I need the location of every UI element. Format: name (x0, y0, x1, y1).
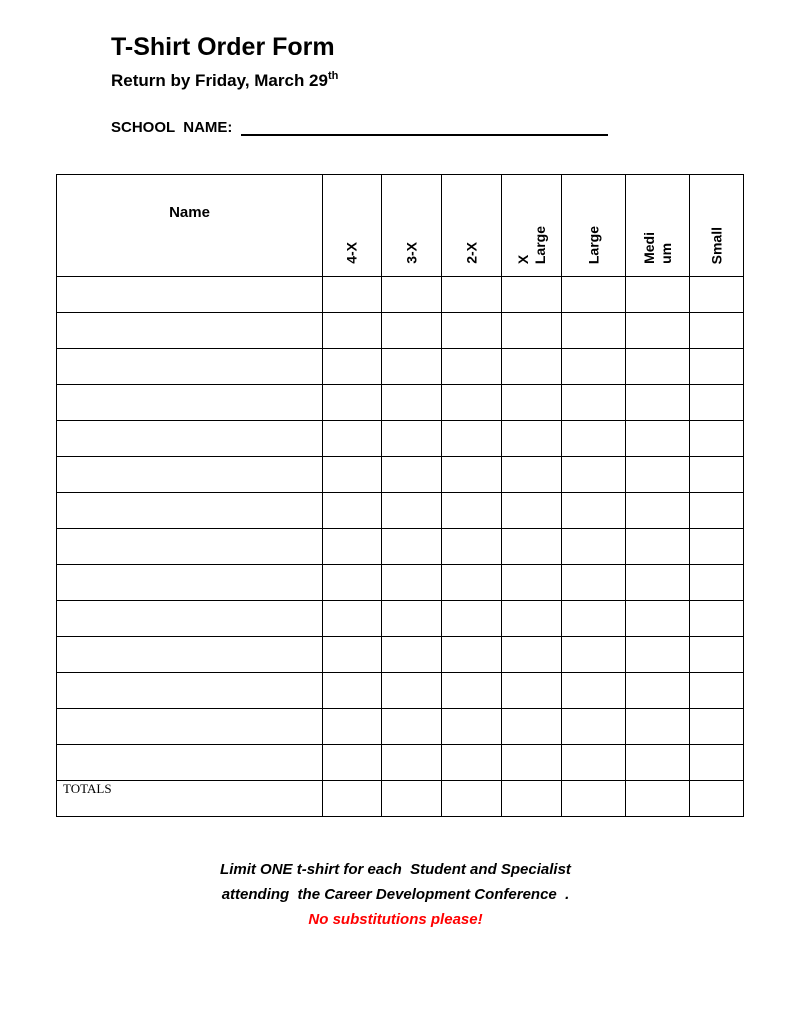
size-quantity-cell[interactable] (690, 565, 744, 601)
table-row (57, 637, 744, 673)
size-quantity-cell[interactable] (442, 745, 502, 781)
size-total-cell[interactable] (626, 781, 690, 817)
no-substitutions-warning: No substitutions please! (308, 911, 483, 928)
name-cell[interactable] (57, 457, 323, 493)
size-column-header (690, 175, 744, 277)
size-quantity-cell[interactable] (626, 385, 690, 421)
size-quantity-cell[interactable] (562, 709, 626, 745)
size-quantity-cell[interactable] (442, 601, 502, 637)
size-quantity-cell[interactable] (626, 565, 690, 601)
size-quantity-cell[interactable] (562, 565, 626, 601)
size-column-header (626, 175, 690, 277)
size-label: 2-X (463, 242, 479, 264)
table-row (57, 457, 744, 493)
size-quantity-cell[interactable] (442, 349, 502, 385)
size-quantity-cell[interactable] (502, 637, 562, 673)
size-quantity-cell[interactable] (690, 349, 744, 385)
size-quantity-cell[interactable] (562, 745, 626, 781)
order-table (56, 174, 744, 817)
name-cell[interactable] (57, 601, 323, 637)
size-quantity-cell[interactable] (442, 529, 502, 565)
size-quantity-cell[interactable] (502, 313, 562, 349)
school-name-blank-line[interactable] (241, 116, 608, 136)
table-row (57, 529, 744, 565)
name-cell[interactable] (57, 349, 323, 385)
size-label: X Large (514, 225, 548, 264)
size-quantity-cell[interactable] (502, 457, 562, 493)
size-quantity-cell[interactable] (382, 601, 442, 637)
size-quantity-cell[interactable] (562, 673, 626, 709)
size-quantity-cell[interactable] (502, 673, 562, 709)
size-quantity-cell[interactable] (502, 277, 562, 313)
size-quantity-cell[interactable] (323, 421, 382, 457)
size-quantity-cell[interactable] (562, 385, 626, 421)
table-header-row (57, 175, 744, 277)
size-quantity-cell[interactable] (562, 277, 626, 313)
name-cell[interactable] (57, 745, 323, 781)
size-quantity-cell[interactable] (323, 709, 382, 745)
size-quantity-cell[interactable] (690, 493, 744, 529)
name-cell[interactable] (57, 709, 323, 745)
date-ordinal-suffix: th (327, 70, 339, 82)
size-quantity-cell[interactable] (323, 349, 382, 385)
table-row (57, 421, 744, 457)
note-line-2: attending the Career Development Conference . (221, 886, 570, 903)
size-column-header (382, 175, 442, 277)
size-quantity-cell[interactable] (382, 637, 442, 673)
size-quantity-cell[interactable] (382, 673, 442, 709)
size-quantity-cell[interactable] (502, 709, 562, 745)
size-quantity-cell[interactable] (626, 457, 690, 493)
size-quantity-cell[interactable] (690, 529, 744, 565)
size-quantity-cell[interactable] (502, 349, 562, 385)
size-quantity-cell[interactable] (690, 673, 744, 709)
size-quantity-cell[interactable] (562, 421, 626, 457)
size-total-cell[interactable] (502, 781, 562, 817)
table-row (57, 673, 744, 709)
size-quantity-cell[interactable] (626, 493, 690, 529)
size-quantity-cell[interactable] (690, 637, 744, 673)
size-quantity-cell[interactable] (442, 637, 502, 673)
return-deadline (111, 68, 338, 94)
size-quantity-cell[interactable] (626, 277, 690, 313)
size-quantity-cell[interactable] (562, 349, 626, 385)
size-column-header (502, 175, 562, 277)
size-quantity-cell[interactable] (626, 745, 690, 781)
totals-label-cell (57, 781, 323, 817)
size-quantity-cell[interactable] (323, 565, 382, 601)
school-name-field[interactable] (111, 116, 608, 136)
size-quantity-cell[interactable] (382, 349, 442, 385)
name-cell[interactable] (57, 529, 323, 565)
table-row (57, 277, 744, 313)
size-quantity-cell[interactable] (562, 637, 626, 673)
size-quantity-cell[interactable] (626, 421, 690, 457)
order-note (0, 857, 791, 932)
note-line-1: Limit ONE t-shirt for each Student and Specialist (220, 861, 571, 878)
size-quantity-cell[interactable] (690, 277, 744, 313)
table-row (57, 709, 744, 745)
size-quantity-cell[interactable] (626, 529, 690, 565)
size-total-cell[interactable] (562, 781, 626, 817)
size-quantity-cell[interactable] (626, 673, 690, 709)
size-quantity-cell[interactable] (382, 493, 442, 529)
size-quantity-cell[interactable] (323, 529, 382, 565)
size-quantity-cell[interactable] (382, 385, 442, 421)
name-column-header: Name (57, 175, 323, 277)
size-quantity-cell[interactable] (502, 421, 562, 457)
size-quantity-cell[interactable] (690, 457, 744, 493)
size-quantity-cell[interactable] (382, 565, 442, 601)
name-cell[interactable] (57, 637, 323, 673)
size-quantity-cell[interactable] (323, 493, 382, 529)
size-quantity-cell[interactable] (690, 709, 744, 745)
size-quantity-cell[interactable] (562, 493, 626, 529)
size-quantity-cell[interactable] (323, 745, 382, 781)
size-quantity-cell[interactable] (323, 385, 382, 421)
size-quantity-cell[interactable] (442, 709, 502, 745)
table-row (57, 385, 744, 421)
size-quantity-cell[interactable] (690, 745, 744, 781)
size-quantity-cell[interactable] (690, 601, 744, 637)
size-quantity-cell[interactable] (562, 529, 626, 565)
name-cell[interactable] (57, 421, 323, 457)
size-label: 3-X (403, 242, 419, 264)
size-quantity-cell[interactable] (442, 457, 502, 493)
size-quantity-cell[interactable] (382, 709, 442, 745)
size-total-cell[interactable] (382, 781, 442, 817)
size-quantity-cell[interactable] (442, 493, 502, 529)
size-quantity-cell[interactable] (442, 421, 502, 457)
size-quantity-cell[interactable] (502, 493, 562, 529)
size-column-header (442, 175, 502, 277)
school-name-label: SCHOOL NAME: (111, 119, 233, 136)
table-row (57, 745, 744, 781)
size-quantity-cell[interactable] (382, 277, 442, 313)
size-total-cell[interactable] (690, 781, 744, 817)
size-total-cell[interactable] (323, 781, 382, 817)
name-cell[interactable] (57, 385, 323, 421)
size-quantity-cell[interactable] (626, 349, 690, 385)
size-quantity-cell[interactable] (382, 745, 442, 781)
size-label: Small (708, 226, 724, 264)
size-quantity-cell[interactable] (323, 637, 382, 673)
size-label: Medi um (640, 232, 674, 264)
size-quantity-cell[interactable] (442, 313, 502, 349)
table-row (57, 565, 744, 601)
table-row (57, 601, 744, 637)
size-label: Large (585, 225, 601, 264)
size-quantity-cell[interactable] (382, 313, 442, 349)
name-cell[interactable] (57, 493, 323, 529)
table-body (57, 277, 744, 817)
size-total-cell[interactable] (442, 781, 502, 817)
size-quantity-cell[interactable] (323, 673, 382, 709)
table-row (57, 313, 744, 349)
totals-label: TOTALS (63, 781, 112, 796)
size-quantity-cell[interactable] (626, 637, 690, 673)
size-quantity-cell[interactable] (626, 313, 690, 349)
size-quantity-cell[interactable] (323, 457, 382, 493)
size-quantity-cell[interactable] (690, 421, 744, 457)
name-cell[interactable] (57, 277, 323, 313)
form-title: T-Shirt Order Form (111, 33, 335, 61)
size-quantity-cell[interactable] (690, 313, 744, 349)
size-quantity-cell[interactable] (442, 385, 502, 421)
size-quantity-cell[interactable] (690, 385, 744, 421)
size-quantity-cell[interactable] (502, 385, 562, 421)
size-column-header (562, 175, 626, 277)
size-label: 4-X (343, 242, 360, 264)
size-quantity-cell[interactable] (442, 277, 502, 313)
size-quantity-cell[interactable] (502, 565, 562, 601)
size-quantity-cell[interactable] (502, 529, 562, 565)
size-quantity-cell[interactable] (382, 457, 442, 493)
size-quantity-cell[interactable] (626, 601, 690, 637)
size-quantity-cell[interactable] (323, 313, 382, 349)
size-quantity-cell[interactable] (382, 421, 442, 457)
table-row (57, 349, 744, 385)
size-quantity-cell[interactable] (562, 313, 626, 349)
name-cell[interactable] (57, 565, 323, 601)
size-quantity-cell[interactable] (562, 601, 626, 637)
size-quantity-cell[interactable] (442, 673, 502, 709)
size-quantity-cell[interactable] (502, 745, 562, 781)
name-cell[interactable] (57, 673, 323, 709)
size-quantity-cell[interactable] (626, 709, 690, 745)
size-quantity-cell[interactable] (323, 601, 382, 637)
size-quantity-cell[interactable] (382, 529, 442, 565)
return-deadline-text: Return by Friday, March 29 (111, 71, 328, 90)
size-quantity-cell[interactable] (442, 565, 502, 601)
size-column-header (323, 175, 382, 277)
table-row (57, 493, 744, 529)
size-quantity-cell[interactable] (502, 601, 562, 637)
name-cell[interactable] (57, 313, 323, 349)
size-quantity-cell[interactable] (562, 457, 626, 493)
totals-row (57, 781, 744, 817)
size-quantity-cell[interactable] (323, 277, 382, 313)
